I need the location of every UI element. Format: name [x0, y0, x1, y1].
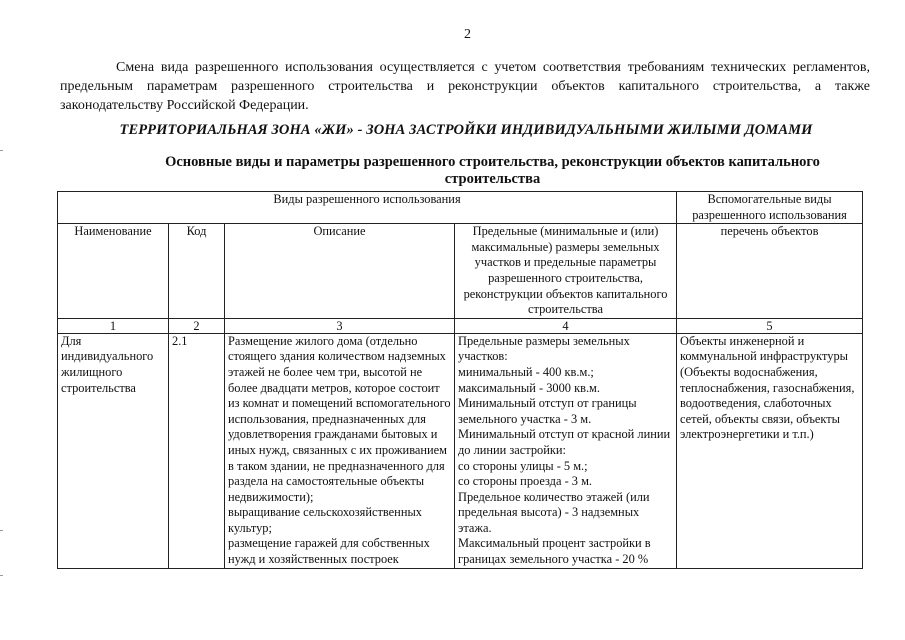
scan-edge-mark [0, 150, 3, 151]
column-number: 5 [677, 318, 863, 333]
column-number: 3 [225, 318, 455, 333]
header-description: Описание [225, 224, 455, 319]
limits-line: со стороны улицы - 5 м.; [458, 458, 588, 473]
cell-use-code: 2.1 [169, 333, 225, 568]
limits-line: максимальный - 3000 кв.м. [458, 380, 600, 395]
cell-use-name: Для индивидуального жилищного строительства [58, 333, 169, 568]
intro-paragraph: Смена вида разрешенного использования осуществляется с учетом соответствия требованиям технических регламентов, предельным параметрам разрешенного строительства и реконструкции объектов капитального строительства, а также законодательству Российской Федерации. [60, 60, 870, 113]
limits-line: со стороны проезда - 3 м. [458, 474, 593, 489]
table-row [58, 333, 863, 568]
header-limits: Предельные (минимальные и (или) максимальные) размеры земельных участков и предельные параметры разрешенного строительства, реконструкции объектов капитального строительства [455, 224, 677, 319]
group-header-aux: Вспомогательные виды разрешенного использования [677, 192, 863, 224]
section-title: Основные виды и параметры разрешенного строительства, реконструкции объектов капитального строительства [165, 154, 820, 187]
column-number: 1 [58, 318, 169, 333]
table-column-header-row [58, 224, 863, 319]
column-number: 4 [455, 318, 677, 333]
scan-edge-mark [0, 530, 3, 531]
limits-line: Предельное количество этажей (или предельная высота) - 3 надземных этажа. [458, 489, 650, 535]
cell-aux-objects: Объекты инженерной и коммунальной инфраструктуры (Объекты водоснабжения, теплоснабжения, газоснабжения, водоотведения, слаботочных сетей, объекты связи, объекты электроэнергетики и т.п.) [677, 333, 863, 568]
column-number: 2 [169, 318, 225, 333]
cell-use-limits [455, 333, 677, 568]
scan-edge-mark [0, 575, 3, 576]
limits-line: Предельные размеры земельных участков: [458, 333, 630, 364]
limits-line: Минимальный отступ от красной линии до линии застройки: [458, 427, 671, 457]
header-objects: перечень объектов [677, 224, 863, 319]
header-code: Код [169, 224, 225, 319]
table-column-number-row [58, 318, 863, 333]
parameters-table [57, 191, 863, 569]
group-header-main: Виды разрешенного использования [58, 192, 677, 224]
zone-title: ТЕРРИТОРИАЛЬНАЯ ЗОНА «ЖИ» - ЗОНА ЗАСТРОЙКИ ИНДИВИДУАЛЬНЫМИ ЖИЛЫМИ ДОМАМИ [119, 122, 813, 138]
table-group-header-row [58, 192, 863, 224]
page-number: 2 [464, 27, 471, 42]
limits-line: Максимальный процент застройки в границах земельного участка - 20 % [458, 536, 651, 567]
description-line: выращивание сельскохозяйственных культур; [228, 505, 422, 535]
limits-line: минимальный - 400 кв.м.; [458, 364, 594, 379]
cell-use-description [225, 333, 455, 568]
description-line: Размещение жилого дома (отдельно стоящего здания количеством надземных этажей не более чем три, высотой не более двадцати метров, которое состоит из комнат и помещений вспомогательного использования, предназначенных для удовлетворения гражданами бытовых и иных нужд, связанных с их проживанием в таком здании, не предназначенного для раздела на самостоятельные объекты недвижимости); [228, 333, 451, 504]
description-line: размещение гаражей для собственных нужд и хозяйственных построек [228, 536, 430, 567]
limits-line: Минимальный отступ от границы земельного участка - 3 м. [458, 396, 637, 426]
header-name: Наименование [58, 224, 169, 319]
